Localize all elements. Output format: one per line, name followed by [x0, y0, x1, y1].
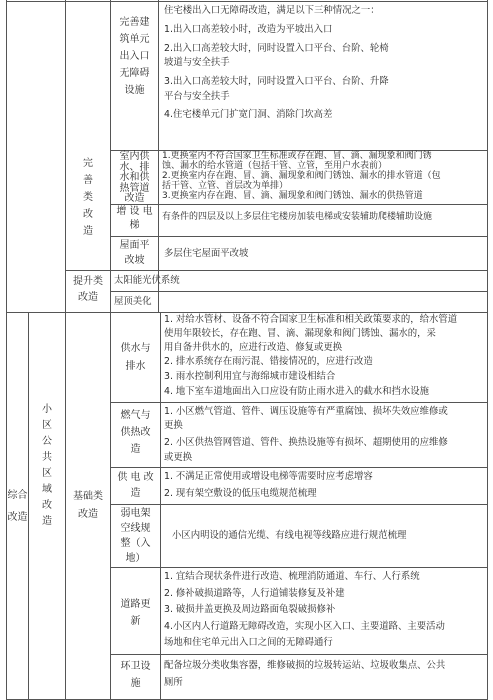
row-line-e — [110, 291, 487, 292]
basic-type-label: 基础类 改造 — [73, 491, 103, 520]
elevator-label: 增 设 电 梯 — [116, 206, 153, 231]
water-label: 供水与 排水 — [120, 343, 151, 372]
row-line-c — [110, 236, 487, 237]
upgrade-item-roof: 屋顶美化 — [114, 296, 152, 307]
col-divider-2 — [65, 0, 66, 700]
weak-current-label: 弱电架 空线规 整（入 地） — [120, 508, 151, 564]
row-line-g — [110, 402, 487, 403]
indoor-pipes-label: 室内供 水、排 水和供 热管道 改造 — [119, 151, 150, 204]
upgrade-item-solar: 太阳能光伏系统 — [114, 275, 180, 286]
upgrade-type-label: 提升类 改造 — [73, 276, 103, 303]
row-line-b — [110, 204, 487, 205]
elevator-text: 有条件的四层及以上多层住宅楼房加装电梯或安装辅助爬楼辅助设施 — [162, 212, 433, 222]
roads-label: 道路更 新 — [120, 599, 151, 627]
gas-heat-label: 燃气与 供热改 造 — [120, 410, 151, 455]
col-divider-5 — [160, 312, 161, 700]
perfect-type-label: 完 善 类 改 造 — [83, 158, 93, 237]
roof-slope-label: 屋面平 改坡 — [119, 240, 150, 266]
row-line-k — [110, 654, 487, 655]
col-divider-4 — [158, 0, 159, 312]
row-line-j — [110, 567, 487, 568]
row-line-top — [6, 1, 487, 2]
roof-slope-text: 多层住宅屋面平改坡 — [164, 248, 249, 259]
table-border-left — [6, 0, 7, 700]
row-line-h — [110, 467, 487, 468]
renovation-table: 完善建 筑单元 出入口 无障碍 设施 住宅楼出入口无障碍改造，满足以下三种情况之一： 1.出入口高差较小时，改造为平坡出入口 2.出入口高差较大时，同时设置入口平台、台阶、轮椅 坡道与安全扶手 3.出入口高差较大时，同时设置入口平台、台阶、升降 平台与安全扶手 4.住宅楼单元门扩宽门洞、消除门坎高差 完 善 类 改 造 室内供 水、排 水和供 热管道 改造 1.更换室内不符合国家卫生标准或存在跑、冒、滴、漏现象和阀门锈 蚀、漏水的给水管道（包括干管、立管，至用户水表前） 2.更换室内存在跑、冒、滴、漏现象和阀门锈蚀、漏水的排水管道（包 括干管、立管、首层改为单排） 3.更换室内存在跑、冒、滴、漏现象和阀门锈蚀、漏水的供热管道 增 设 电 梯 有条件的四层及以上多层住宅楼房加装电梯或安装辅助爬楼辅助设施 屋面平 改坡 多层住宅屋面平改坡 提升类 改造 太阳能光伏系统 屋顶美化 综合 改造 小 区 公 共 区 域 改 造 基础类 改造 供水与 排水 1. 对给水管材、设备不符合国家卫生标准和相关政策要求的，给水管道 使用年限较长，存在跑、冒、滴、漏现象和阀门锈蚀、漏水的，采 用自备井供水的，应进行改造、修复或更换 2. 排水系统存在雨污混、错接情况的，应进行改造 3. 雨水控制利用宜与海绵城市建设相结合 4. 地下室车道地面出入口应设有防止雨水进入的截水和挡水设施 燃气与 供热改 造 1. 小区燃气管道、管件、调压设施等有严重腐蚀、损坏失效应维修或 更换 2. 小区供热管网管道、管件、换热设施等有损坏、超期使用的应维修 或更换 供 电 改 造 1. 不满足正常使用或增设电梯等需要时应考虑增容 2. 现有架空敷设的低压电缆规范梳理 弱电架 空线规 整（入 地） 小区内明设的通信光缆、有线电视等线路应进行规范梳理 道路更 新 1. 宜结合现状条件进行改造、梳理消防通道、车行、人行系统 2. 修补破损道路等，人行道铺装修复及补建 3. 破损井盖更换及周边路面龟裂破损修补 4.小区内人行道路无障碍改造，实现小区入口、主要道路、主要活动 场地和住宅单元出入口之间的无障碍通行 环卫设 施 配备垃圾分类收集容器，维修破损的垃圾转运站、垃圾收集点、公共 厕所 — [0, 0, 493, 700]
barrier-free-label: 完善建 筑单元 出入口 无障碍 设施 — [119, 17, 150, 96]
public-area-label: 小 区 公 共 区 域 改 造 — [42, 404, 52, 527]
power-label: 供 电 改 造 — [117, 472, 154, 499]
row-line-i — [110, 504, 487, 505]
comprehensive-label: 综合 改造 — [7, 490, 28, 523]
row-line-d — [65, 270, 487, 271]
weak-current-text: 小区内明设的通信光缆、有线电视等线路应进行规范梳理 — [172, 530, 407, 541]
table-border-right — [487, 0, 488, 700]
environment-label: 环卫设 施 — [120, 661, 151, 689]
